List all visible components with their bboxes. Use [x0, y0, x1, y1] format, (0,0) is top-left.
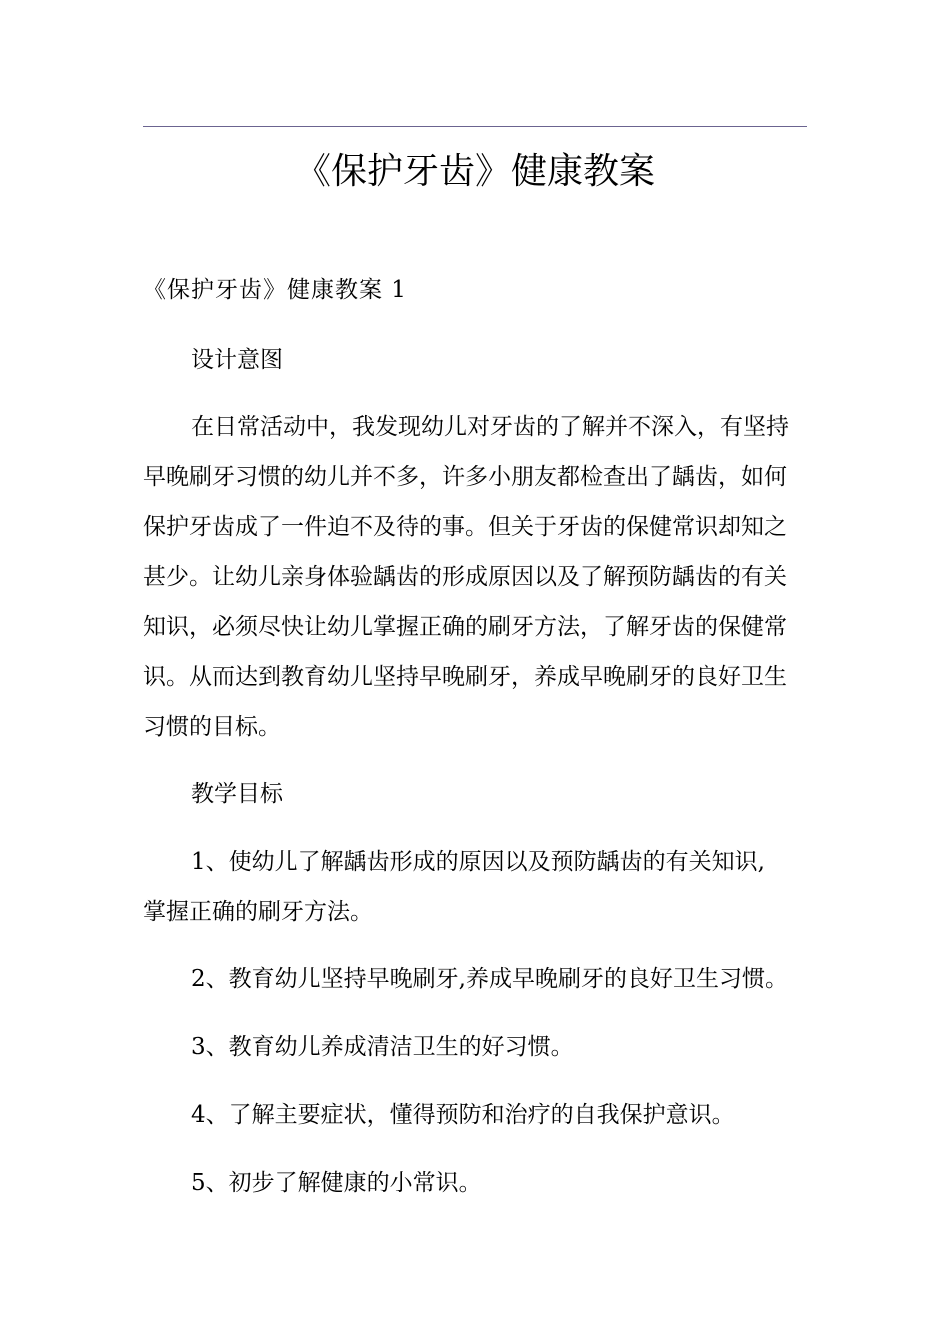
design-intent-heading: 设计意图: [191, 347, 283, 373]
paragraph-line: 保护牙齿成了一件迫不及待的事。但关于牙齿的保健常识却知之: [143, 514, 787, 540]
goal-item-3: 3、教育幼儿养成清洁卫生的好习惯。: [191, 1034, 574, 1060]
goal-item-line: 1、使幼儿了解龋齿形成的原因以及预防龋齿的有关知识,: [191, 849, 765, 875]
goal-item-line: 掌握正确的刷牙方法。: [143, 899, 373, 925]
goal-item-1: [143, 845, 811, 945]
section-heading: 《保护牙齿》健康教案 1: [143, 277, 407, 303]
paragraph-line: 在日常活动中，我发现幼儿对牙齿的了解并不深入，有坚持: [191, 414, 789, 440]
paragraph-line: 甚少。让幼儿亲身体验龋齿的形成原因以及了解预防龋齿的有关: [143, 564, 787, 590]
paragraph-line: 习惯的目标。: [143, 714, 281, 740]
goal-item-5: 5、初步了解健康的小常识。: [191, 1170, 482, 1196]
header-divider: [143, 126, 807, 127]
document-title: 《保护牙齿》健康教案: [294, 151, 655, 192]
design-intent-paragraph: [143, 410, 811, 760]
paragraph-line: 早晚刷牙习惯的幼儿并不多，许多小朋友都检查出了龋齿，如何: [143, 464, 787, 490]
goal-item-4: 4、了解主要症状，懂得预防和治疗的自我保护意识。: [191, 1102, 735, 1128]
goal-item-2: 2、教育幼儿坚持早晚刷牙,养成早晚刷牙的良好卫生习惯。: [191, 966, 788, 992]
paragraph-line: 知识，必须尽快让幼儿掌握正确的刷牙方法，了解牙齿的保健常: [143, 614, 787, 640]
teaching-goals-heading: 教学目标: [191, 781, 283, 807]
paragraph-line: 识。从而达到教育幼儿坚持早晚刷牙，养成早晚刷牙的良好卫生: [143, 664, 787, 690]
